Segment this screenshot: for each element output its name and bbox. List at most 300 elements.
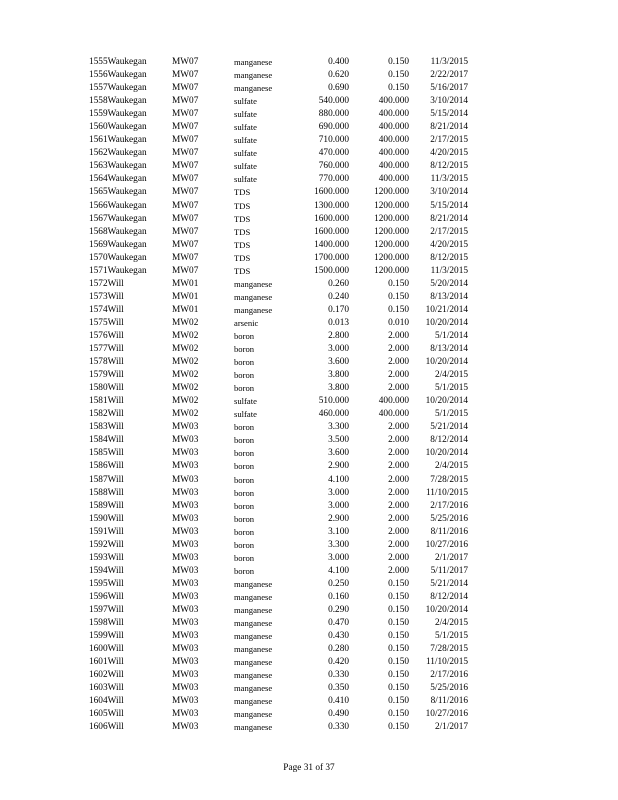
site-name: Will bbox=[107, 722, 124, 733]
site-cell bbox=[89, 656, 124, 669]
row-id: 1577 bbox=[89, 344, 108, 355]
table-row bbox=[0, 656, 618, 669]
site-name: Will bbox=[107, 657, 124, 668]
limit-cell: 400.000 bbox=[378, 174, 409, 185]
parameter-cell: manganese bbox=[234, 709, 273, 720]
site-name: Will bbox=[107, 526, 124, 537]
limit-cell: 2.000 bbox=[388, 435, 409, 446]
row-id: 1606 bbox=[89, 722, 108, 733]
table-row bbox=[0, 434, 618, 447]
row-id: 1585 bbox=[89, 448, 108, 459]
site-name: Waukegan bbox=[107, 239, 147, 250]
row-id: 1557 bbox=[89, 83, 108, 94]
site-cell bbox=[89, 460, 124, 473]
value-cell: 4.100 bbox=[328, 474, 349, 485]
value-cell: 1700.000 bbox=[314, 252, 349, 263]
well-cell: MW07 bbox=[172, 187, 199, 198]
site-name: Will bbox=[107, 670, 124, 681]
date-cell: 5/21/2014 bbox=[430, 578, 468, 589]
site-name: Will bbox=[107, 474, 124, 485]
value-cell: 760.000 bbox=[318, 161, 349, 172]
table-row bbox=[0, 304, 618, 317]
table-row bbox=[0, 330, 618, 343]
table-row bbox=[0, 108, 618, 121]
value-cell: 0.350 bbox=[328, 683, 349, 694]
value-cell: 1300.000 bbox=[314, 200, 349, 211]
table-row bbox=[0, 487, 618, 500]
date-cell: 10/27/2016 bbox=[425, 539, 468, 550]
limit-cell: 0.150 bbox=[388, 83, 409, 94]
table-row bbox=[0, 95, 618, 108]
table-row bbox=[0, 200, 618, 213]
site-name: Waukegan bbox=[107, 83, 147, 94]
site-name: Waukegan bbox=[107, 148, 147, 159]
value-cell: 540.000 bbox=[318, 96, 349, 107]
parameter-cell: TDS bbox=[234, 239, 251, 250]
site-name: Waukegan bbox=[107, 109, 147, 120]
parameter-cell: arsenic bbox=[234, 317, 259, 328]
parameter-cell: manganese bbox=[234, 291, 273, 302]
value-cell: 3.000 bbox=[328, 487, 349, 498]
parameter-cell: sulfate bbox=[234, 122, 257, 133]
site-cell bbox=[89, 317, 124, 330]
row-id: 1588 bbox=[89, 487, 108, 498]
well-cell: MW02 bbox=[172, 409, 199, 420]
table-row bbox=[0, 395, 618, 408]
limit-cell: 2.000 bbox=[388, 539, 409, 550]
site-name: Will bbox=[107, 683, 124, 694]
limit-cell: 1200.000 bbox=[374, 213, 409, 224]
row-id: 1595 bbox=[89, 578, 108, 589]
site-name: Waukegan bbox=[107, 213, 147, 224]
value-cell: 880.000 bbox=[318, 109, 349, 120]
well-cell: MW07 bbox=[172, 148, 199, 159]
well-cell: MW03 bbox=[172, 683, 199, 694]
site-name: Will bbox=[107, 291, 124, 302]
date-cell: 3/10/2014 bbox=[430, 187, 468, 198]
date-cell: 10/21/2014 bbox=[425, 304, 468, 315]
site-name: Waukegan bbox=[107, 226, 147, 237]
site-name: Will bbox=[107, 487, 124, 498]
site-cell bbox=[89, 434, 124, 447]
well-cell: MW03 bbox=[172, 578, 199, 589]
well-cell: MW07 bbox=[172, 252, 199, 263]
row-id: 1568 bbox=[89, 226, 108, 237]
site-cell bbox=[89, 630, 124, 643]
parameter-cell: boron bbox=[234, 552, 255, 563]
date-cell: 2/1/2017 bbox=[434, 552, 468, 563]
parameter-cell: manganese bbox=[234, 304, 273, 315]
value-cell: 690.000 bbox=[318, 122, 349, 133]
parameter-cell: TDS bbox=[234, 187, 251, 198]
limit-cell: 2.000 bbox=[388, 448, 409, 459]
site-name: Will bbox=[107, 422, 124, 433]
site-cell bbox=[89, 682, 124, 695]
site-cell bbox=[89, 643, 124, 656]
well-cell: MW07 bbox=[172, 122, 199, 133]
site-cell bbox=[89, 343, 124, 356]
date-cell: 8/13/2014 bbox=[430, 344, 468, 355]
well-cell: MW03 bbox=[172, 448, 199, 459]
table-row bbox=[0, 682, 618, 695]
table-row bbox=[0, 500, 618, 513]
limit-cell: 2.000 bbox=[388, 474, 409, 485]
site-name: Will bbox=[107, 435, 124, 446]
parameter-cell: boron bbox=[234, 500, 255, 511]
parameter-cell: boron bbox=[234, 461, 255, 472]
limit-cell: 0.010 bbox=[388, 317, 409, 328]
date-cell: 2/4/2015 bbox=[434, 461, 468, 472]
site-cell bbox=[89, 695, 124, 708]
limit-cell: 0.150 bbox=[388, 709, 409, 720]
site-cell bbox=[89, 134, 147, 147]
table-row bbox=[0, 160, 618, 173]
limit-cell: 0.150 bbox=[388, 657, 409, 668]
value-cell: 0.420 bbox=[328, 657, 349, 668]
row-id: 1599 bbox=[89, 631, 108, 642]
parameter-cell: boron bbox=[234, 357, 255, 368]
row-id: 1581 bbox=[89, 396, 108, 407]
well-cell: MW03 bbox=[172, 500, 199, 511]
parameter-cell: boron bbox=[234, 370, 255, 381]
table-row bbox=[0, 278, 618, 291]
site-name: Waukegan bbox=[107, 57, 147, 67]
value-cell: 1600.000 bbox=[314, 187, 349, 198]
row-id: 1590 bbox=[89, 513, 108, 524]
value-cell: 510.000 bbox=[318, 396, 349, 407]
date-cell: 8/12/2015 bbox=[430, 252, 468, 263]
row-id: 1572 bbox=[89, 278, 108, 289]
limit-cell: 0.150 bbox=[388, 291, 409, 302]
site-name: Waukegan bbox=[107, 187, 147, 198]
table-row bbox=[0, 565, 618, 578]
table-row bbox=[0, 252, 618, 265]
row-id: 1603 bbox=[89, 683, 108, 694]
date-cell: 11/3/2015 bbox=[430, 265, 468, 276]
row-id: 1582 bbox=[89, 409, 108, 420]
page-number: Page 31 of 37 bbox=[283, 763, 335, 773]
parameter-cell: manganese bbox=[234, 683, 273, 694]
site-cell bbox=[89, 304, 124, 317]
well-cell: MW07 bbox=[172, 213, 199, 224]
date-cell: 2/4/2015 bbox=[434, 370, 468, 381]
row-id: 1575 bbox=[89, 317, 108, 328]
limit-cell: 400.000 bbox=[378, 96, 409, 107]
value-cell: 4.100 bbox=[328, 565, 349, 576]
well-cell: MW01 bbox=[172, 291, 199, 302]
row-id: 1601 bbox=[89, 657, 108, 668]
limit-cell: 0.150 bbox=[388, 683, 409, 694]
site-cell bbox=[89, 369, 124, 382]
well-cell: MW03 bbox=[172, 709, 199, 720]
row-id: 1570 bbox=[89, 252, 108, 263]
value-cell: 770.000 bbox=[318, 174, 349, 185]
parameter-cell: boron bbox=[234, 513, 255, 524]
parameter-cell: boron bbox=[234, 422, 255, 433]
site-cell bbox=[89, 552, 124, 565]
value-cell: 3.500 bbox=[328, 435, 349, 446]
parameter-cell: sulfate bbox=[234, 409, 257, 420]
well-cell: MW02 bbox=[172, 357, 199, 368]
value-cell: 0.250 bbox=[328, 578, 349, 589]
well-cell: MW07 bbox=[172, 57, 199, 67]
site-cell bbox=[89, 708, 124, 721]
row-id: 1584 bbox=[89, 435, 108, 446]
table-row bbox=[0, 643, 618, 656]
limit-cell: 1200.000 bbox=[374, 187, 409, 198]
well-cell: MW07 bbox=[172, 70, 199, 81]
well-cell: MW01 bbox=[172, 304, 199, 315]
site-name: Waukegan bbox=[107, 96, 147, 107]
well-cell: MW03 bbox=[172, 526, 199, 537]
date-cell: 5/15/2014 bbox=[430, 200, 468, 211]
value-cell: 0.410 bbox=[328, 696, 349, 707]
row-id: 1579 bbox=[89, 370, 108, 381]
date-cell: 8/11/2016 bbox=[430, 526, 468, 537]
limit-cell: 0.150 bbox=[388, 644, 409, 655]
site-name: Will bbox=[107, 304, 124, 315]
parameter-cell: manganese bbox=[234, 618, 273, 629]
well-cell: MW07 bbox=[172, 96, 199, 107]
date-cell: 2/17/2016 bbox=[430, 500, 468, 511]
site-cell bbox=[89, 513, 124, 526]
value-cell: 1400.000 bbox=[314, 239, 349, 250]
row-id: 1587 bbox=[89, 474, 108, 485]
table-row bbox=[0, 382, 618, 395]
value-cell: 0.260 bbox=[328, 278, 349, 289]
site-cell bbox=[89, 395, 124, 408]
limit-cell: 0.150 bbox=[388, 618, 409, 629]
table-row bbox=[0, 708, 618, 721]
value-cell: 3.300 bbox=[328, 422, 349, 433]
site-cell bbox=[89, 565, 124, 578]
site-cell bbox=[89, 69, 147, 82]
date-cell: 5/1/2015 bbox=[434, 409, 468, 420]
date-cell: 3/10/2014 bbox=[430, 96, 468, 107]
table-row bbox=[0, 369, 618, 382]
well-cell: MW07 bbox=[172, 174, 199, 185]
value-cell: 1500.000 bbox=[314, 265, 349, 276]
parameter-cell: sulfate bbox=[234, 161, 257, 172]
well-cell: MW03 bbox=[172, 644, 199, 655]
site-name: Will bbox=[107, 344, 124, 355]
parameter-cell: manganese bbox=[234, 696, 273, 707]
table-row bbox=[0, 186, 618, 199]
value-cell: 0.330 bbox=[328, 722, 349, 733]
table-row bbox=[0, 134, 618, 147]
table-row bbox=[0, 69, 618, 82]
date-cell: 4/20/2015 bbox=[430, 239, 468, 250]
date-cell: 4/20/2015 bbox=[430, 148, 468, 159]
date-cell: 8/12/2014 bbox=[430, 435, 468, 446]
parameter-cell: manganese bbox=[234, 57, 273, 67]
site-name: Waukegan bbox=[107, 265, 147, 276]
date-cell: 8/13/2014 bbox=[430, 291, 468, 302]
table-row bbox=[0, 460, 618, 473]
site-name: Waukegan bbox=[107, 70, 147, 81]
parameter-cell: sulfate bbox=[234, 96, 257, 107]
row-id: 1598 bbox=[89, 618, 108, 629]
site-cell bbox=[89, 213, 147, 226]
site-name: Waukegan bbox=[107, 252, 147, 263]
table-row bbox=[0, 526, 618, 539]
value-cell: 3.600 bbox=[328, 448, 349, 459]
well-cell: MW07 bbox=[172, 200, 199, 211]
value-cell: 3.000 bbox=[328, 552, 349, 563]
value-cell: 1600.000 bbox=[314, 226, 349, 237]
parameter-cell: manganese bbox=[234, 644, 273, 655]
row-id: 1565 bbox=[89, 187, 108, 198]
site-cell bbox=[89, 82, 147, 95]
date-cell: 5/20/2014 bbox=[430, 278, 468, 289]
limit-cell: 2.000 bbox=[388, 565, 409, 576]
site-cell bbox=[89, 186, 147, 199]
limit-cell: 0.150 bbox=[388, 670, 409, 681]
date-cell: 8/11/2016 bbox=[430, 696, 468, 707]
table-row bbox=[0, 265, 618, 278]
site-name: Will bbox=[107, 396, 124, 407]
well-cell: MW02 bbox=[172, 370, 199, 381]
well-cell: MW03 bbox=[172, 670, 199, 681]
well-cell: MW03 bbox=[172, 461, 199, 472]
date-cell: 2/17/2015 bbox=[430, 226, 468, 237]
value-cell: 0.490 bbox=[328, 709, 349, 720]
well-cell: MW03 bbox=[172, 657, 199, 668]
table-row bbox=[0, 82, 618, 95]
date-cell: 2/22/2017 bbox=[430, 70, 468, 81]
site-cell bbox=[89, 447, 124, 460]
value-cell: 0.620 bbox=[328, 70, 349, 81]
limit-cell: 2.000 bbox=[388, 552, 409, 563]
table-row bbox=[0, 213, 618, 226]
site-cell bbox=[89, 95, 147, 108]
well-cell: MW03 bbox=[172, 435, 199, 446]
table-row bbox=[0, 343, 618, 356]
value-cell: 0.400 bbox=[328, 57, 349, 67]
date-cell: 5/21/2014 bbox=[430, 422, 468, 433]
row-id: 1555 bbox=[89, 57, 108, 67]
date-cell: 10/20/2014 bbox=[425, 396, 468, 407]
limit-cell: 2.000 bbox=[388, 513, 409, 524]
value-cell: 3.000 bbox=[328, 500, 349, 511]
site-cell bbox=[89, 200, 147, 213]
site-cell bbox=[89, 408, 124, 421]
site-cell bbox=[89, 160, 147, 173]
parameter-cell: manganese bbox=[234, 278, 273, 289]
row-id: 1583 bbox=[89, 422, 108, 433]
site-name: Will bbox=[107, 383, 124, 394]
row-id: 1576 bbox=[89, 330, 108, 341]
limit-cell: 0.150 bbox=[388, 696, 409, 707]
parameter-cell: manganese bbox=[234, 70, 273, 81]
value-cell: 1600.000 bbox=[314, 213, 349, 224]
parameter-cell: sulfate bbox=[234, 135, 257, 146]
site-name: Will bbox=[107, 591, 124, 602]
site-name: Waukegan bbox=[107, 122, 147, 133]
value-cell: 0.470 bbox=[328, 618, 349, 629]
date-cell: 5/1/2015 bbox=[434, 631, 468, 642]
value-cell: 460.000 bbox=[318, 409, 349, 420]
date-cell: 11/3/2015 bbox=[430, 174, 468, 185]
limit-cell: 400.000 bbox=[378, 396, 409, 407]
parameter-cell: sulfate bbox=[234, 148, 257, 159]
site-cell bbox=[89, 421, 124, 434]
row-id: 1566 bbox=[89, 200, 108, 211]
row-id: 1567 bbox=[89, 213, 108, 224]
site-cell bbox=[89, 487, 124, 500]
site-name: Waukegan bbox=[107, 200, 147, 211]
parameter-cell: manganese bbox=[234, 604, 273, 615]
table-row bbox=[0, 408, 618, 421]
well-cell: MW03 bbox=[172, 513, 199, 524]
table-row bbox=[0, 695, 618, 708]
site-cell bbox=[89, 617, 124, 630]
site-name: Will bbox=[107, 330, 124, 341]
value-cell: 3.800 bbox=[328, 383, 349, 394]
parameter-cell: boron bbox=[234, 383, 255, 394]
site-cell bbox=[89, 591, 124, 604]
site-name: Waukegan bbox=[107, 161, 147, 172]
limit-cell: 0.150 bbox=[388, 57, 409, 67]
date-cell: 2/4/2015 bbox=[434, 618, 468, 629]
date-cell: 5/15/2014 bbox=[430, 109, 468, 120]
date-cell: 8/12/2015 bbox=[430, 161, 468, 172]
row-id: 1573 bbox=[89, 291, 108, 302]
date-cell: 5/11/2017 bbox=[430, 565, 468, 576]
parameter-cell: sulfate bbox=[234, 174, 257, 185]
well-cell: MW02 bbox=[172, 330, 199, 341]
site-cell bbox=[89, 382, 124, 395]
date-cell: 11/3/2015 bbox=[430, 57, 468, 67]
date-cell: 8/21/2014 bbox=[430, 213, 468, 224]
site-name: Will bbox=[107, 513, 124, 524]
parameter-cell: manganese bbox=[234, 631, 273, 642]
table-row bbox=[0, 121, 618, 134]
value-cell: 0.160 bbox=[328, 591, 349, 602]
date-cell: 5/16/2017 bbox=[430, 83, 468, 94]
value-cell: 0.690 bbox=[328, 83, 349, 94]
row-id: 1558 bbox=[89, 96, 108, 107]
date-cell: 11/10/2015 bbox=[425, 487, 468, 498]
table-row bbox=[0, 356, 618, 369]
parameter-cell: boron bbox=[234, 474, 255, 485]
row-id: 1563 bbox=[89, 161, 108, 172]
site-cell bbox=[89, 56, 147, 69]
date-cell: 8/21/2014 bbox=[430, 122, 468, 133]
value-cell: 2.900 bbox=[328, 513, 349, 524]
limit-cell: 1200.000 bbox=[374, 239, 409, 250]
value-cell: 0.430 bbox=[328, 631, 349, 642]
limit-cell: 400.000 bbox=[378, 122, 409, 133]
date-cell: 10/20/2014 bbox=[425, 604, 468, 615]
parameter-cell: manganese bbox=[234, 591, 273, 602]
table-row bbox=[0, 630, 618, 643]
table-row bbox=[0, 421, 618, 434]
date-cell: 10/27/2016 bbox=[425, 709, 468, 720]
well-cell: MW07 bbox=[172, 83, 199, 94]
table-row bbox=[0, 721, 618, 734]
site-cell bbox=[89, 147, 147, 160]
well-cell: MW03 bbox=[172, 722, 199, 733]
well-cell: MW07 bbox=[172, 135, 199, 146]
site-name: Will bbox=[107, 644, 124, 655]
row-id: 1593 bbox=[89, 552, 108, 563]
well-cell: MW03 bbox=[172, 552, 199, 563]
site-name: Will bbox=[107, 539, 124, 550]
limit-cell: 400.000 bbox=[378, 135, 409, 146]
well-cell: MW02 bbox=[172, 317, 199, 328]
well-cell: MW03 bbox=[172, 631, 199, 642]
